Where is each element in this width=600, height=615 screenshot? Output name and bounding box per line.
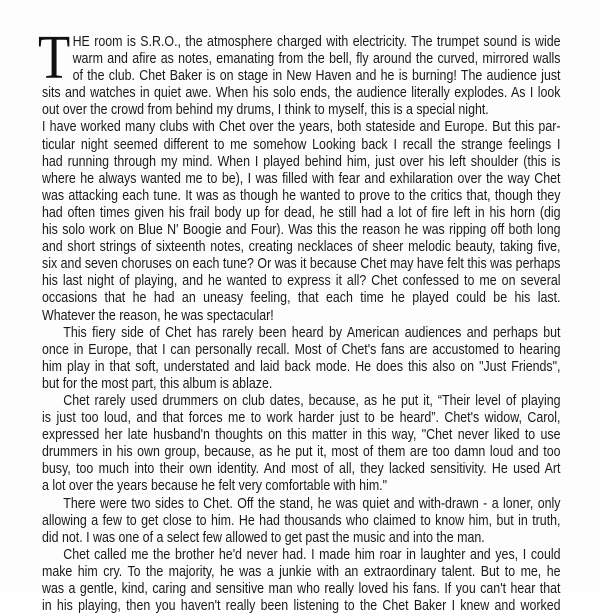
text-line: make him cry. To the majority, he was a junkie with an extraordinary talent. But to me, he [42, 563, 561, 580]
drop-cap: T [38, 24, 71, 92]
paragraph [42, 547, 561, 615]
text-line: did not. I was one of a select few allowed to get past the music and into the man. [42, 529, 485, 546]
paragraph [42, 119, 561, 324]
text-line: had running through my mind. When I played behind him, just over his left shoulder (this is [42, 153, 561, 170]
paragraph [42, 496, 561, 547]
text-line: expressed her late husband'n thoughts on this matter in this way, "Chet never liked to use [42, 427, 561, 444]
text-line: allowing a few to get close to him. He had thousands who claimed to know him, but in truth, [42, 512, 561, 529]
text-line: of the club. Chet Baker is on stage in New Haven and he is burning! The audience just [72, 68, 561, 85]
text-line: busy, too much into their own identity. And most of all, they lacked sensitivity. He used Art [42, 461, 561, 478]
text-line: sits and watches in quiet awe. When his solo ends, the audience literally explodes. As I look [42, 85, 561, 102]
text-line: six and seven choruses on each tune? Or was it because Chet may have felt this was perhaps [42, 256, 561, 273]
text-line: There were two sides to Chet. Off the stand, he was quiet and with-drawn - a loner, only [63, 495, 561, 512]
text-line: his last night of playing, and he wanted to express it all? Chet confessed to me on several [42, 273, 561, 290]
text-line: a lot over the years because he felt very comfortable with him." [42, 478, 388, 495]
text-line: where he always wanted me to be), I was filled with fear and exhilaration over the way Chet [42, 170, 561, 187]
text-line: him play in that soft, understated and laid back mode. He does this also on "Just Friends", [42, 358, 561, 375]
text-line: out over the crowd from behind my drums, I think to myself, this is a special night. [42, 102, 489, 119]
paragraph [42, 34, 561, 119]
text-line: his solo work on Blue N' Boogie and Four). Was this the reason he was ripping off both long [42, 222, 561, 239]
text-line: Whatever the reason, he was spectacular! [42, 307, 274, 324]
text-line: drummers in his own group, because, as he put it, most of them are too damn loud and too [42, 444, 561, 461]
text-line: was attacking each tune. It was as though he wanted to prove to the critics that, though they [42, 187, 561, 204]
text-line: I have worked many clubs with Chet over the years, both stateside and Europe. But this par- [42, 119, 561, 136]
text-line: and short strings of sixteenth notes, creating necklaces of sheer melodic beauty, taking five, [42, 239, 561, 256]
text-line: in his playing, then you haven't really been listening to the Chet Baker I knew and worked [42, 598, 561, 615]
text-line: HE room is S.R.O., the atmosphere charged with electricity. The trumpet sound is wide [72, 34, 561, 50]
text-line: This fiery side of Chet has rarely been heard by American audiences and perhaps but [63, 324, 561, 341]
paragraph [42, 325, 561, 393]
text-line: is just too loud, and that forces me to work harder just to be heard”. Chet's widow, Carol, [42, 410, 561, 427]
text-line: occasions that he had an uneasy feeling, that each time he played could be his last. [42, 290, 561, 307]
text-line: Chet called me the brother he'd never had. I made him roar in laughter and yes, I could [63, 546, 561, 563]
paragraph [42, 393, 561, 496]
text-line: ticular night seemed different to me somehow Looking back I recall the strange feelings I [42, 136, 561, 153]
text-line: once in Europe, that I can personally recall. Most of Chet's fans are accustomed to hearing [42, 341, 561, 358]
text-line: warm and afire as notes, emanating from the bell, fly around the curved, mirrored walls [72, 51, 561, 68]
text-line: had often times given his frail body up for dead, he still had a lot of fire left in his horn (dig [42, 204, 561, 221]
text-line: was a gentle, kind, caring and sensitive man who really loved his fans. If you can't hear that [42, 581, 561, 597]
article-body [42, 34, 561, 615]
text-line: but for the most part, this album is ablaze. [42, 375, 273, 392]
text-line: Chet rarely used drummers on club dates, because, as he put it, “Their level of playing [63, 392, 561, 409]
